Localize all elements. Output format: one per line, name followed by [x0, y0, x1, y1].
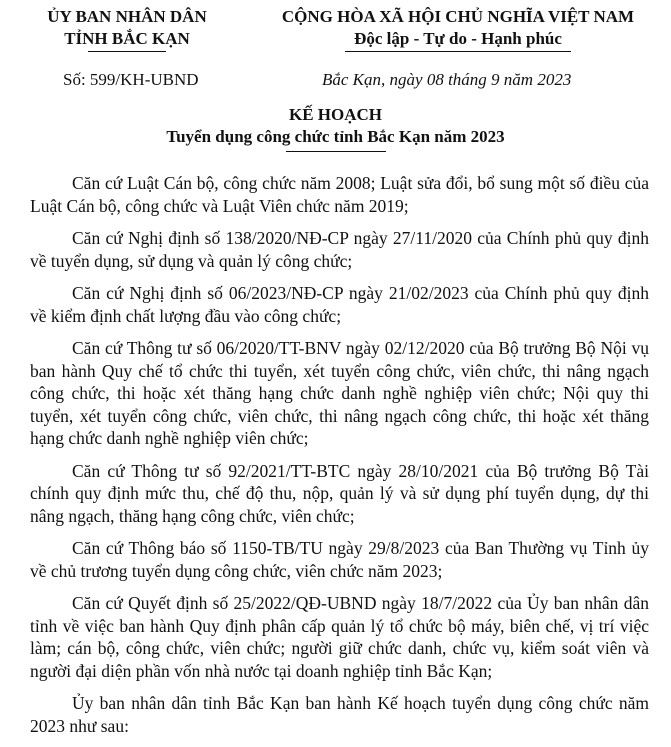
motto-underline — [345, 51, 571, 52]
document-subject: Tuyển dụng công chức tỉnh Bắc Kạn năm 2023 — [166, 127, 505, 146]
place-and-date: Bắc Kạn, ngày 08 tháng 9 năm 2023 — [322, 70, 572, 89]
nation-name: CỘNG HÒA XÃ HỘI CHỦ NGHĨA VIỆT NAM — [281, 7, 635, 26]
paragraph: Căn cứ Thông báo số 1150-TB/TU ngày 29/8/2023 của Ban Thường vụ Tỉnh ủy về chủ trương tuyển dụng công chức, viên chức năm 2023; — [30, 538, 649, 581]
document-body — [30, 172, 649, 747]
document-number: Số: 599/KH-UBND — [63, 70, 199, 89]
paragraph: Căn cứ Nghị định số 138/2020/NĐ-CP ngày 27/11/2020 của Chính phủ quy định về tuyển dụng, sử dụng và quản lý công chức; — [30, 228, 649, 271]
national-header — [258, 6, 658, 52]
agency-header — [22, 6, 232, 52]
paragraph: Căn cứ Quyết định số 25/2022/QĐ-UBND ngày 18/7/2022 của Ủy ban nhân dân tỉnh về việc ban hành Quy định phân cấp quản lý tổ chức bộ máy, biên chế, vị trí việc làm; cán bộ, công chức, viên chức; người giữ chức danh, chức vụ, kiểm soát viên và người đại diện phần vốn nhà nước tại doanh nghiệp tỉnh Bắc Kạn; — [30, 593, 649, 681]
document-title-block — [0, 104, 671, 152]
paragraph: Căn cứ Thông tư số 06/2020/TT-BNV ngày 02/12/2020 của Bộ trưởng Bộ Nội vụ ban hành Quy chế tổ chức thi tuyển, xét tuyển công chức, viên chức, thi nâng ngạch công chức, thi hoặc xét thăng hạng chức danh nghề nghiệp viên chức; Nội quy thi tuyển, xét tuyển công chức, viên chức, thi nâng ngạch công chức, thi hoặc xét thăng hạng chức danh nghề nghiệp viên chức; — [30, 338, 649, 448]
nation-motto: Độc lập - Tự do - Hạnh phúc — [354, 29, 562, 48]
paragraph: Căn cứ Nghị định số 06/2023/NĐ-CP ngày 21/02/2023 của Chính phủ quy định về kiểm định chất lượng đầu vào công chức; — [30, 283, 649, 326]
agency-name: ỦY BAN NHÂN DÂN — [47, 7, 207, 26]
paragraph: Căn cứ Thông tư số 92/2021/TT-BTC ngày 28/10/2021 của Bộ trưởng Bộ Tài chính quy định mức thu, chế độ thu, nộp, quản lý và sử dụng phí tuyển dụng, dự thi nâng ngạch, thăng hạng công chức, viên chức; — [30, 460, 649, 526]
title-underline — [286, 151, 386, 152]
province-name: TỈNH BẮC KẠN — [64, 29, 190, 48]
document-type: KẾ HOẠCH — [288, 105, 383, 124]
paragraph: Căn cứ Luật Cán bộ, công chức năm 2008; Luật sửa đổi, bổ sung một số điều của Luật Cán bộ, công chức và Luật Viên chức năm 2019; — [30, 173, 649, 216]
paragraph: Ủy ban nhân dân tỉnh Bắc Kạn ban hành Kế hoạch tuyển dụng công chức năm 2023 như sau: — [30, 693, 649, 736]
agency-underline — [88, 51, 166, 52]
